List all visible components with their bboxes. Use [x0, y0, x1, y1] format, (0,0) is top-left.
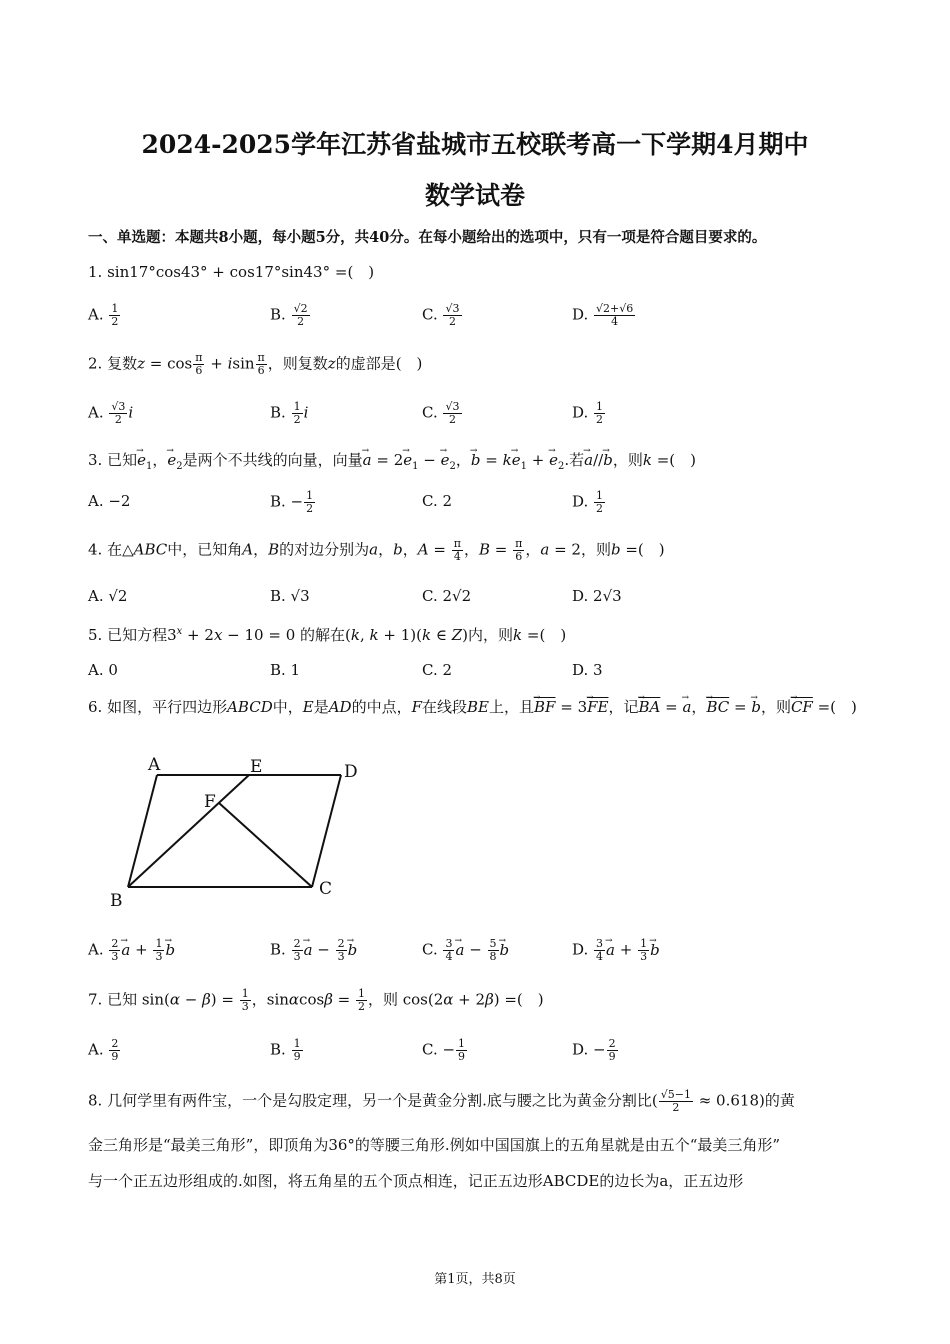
question-4: 4. 在△ABC中，已知角A，B的对边分别为a，b，A = $\frac{\pi}{4}$ ，B = $\frac{\pi}{6}$ ，a = 2，则b =( ): [88, 537, 665, 563]
q2-option-b: B. $\frac{1}{2}$ i: [270, 400, 309, 426]
edge-ab: [128, 775, 157, 887]
q7-option-b: B. $\frac{1}{9}$: [270, 1037, 301, 1063]
q2-option-c: C. $\frac{√3}{2}$: [422, 400, 460, 426]
q5-option-c: C. 2: [422, 661, 453, 679]
q6-option-d: D. $\frac{3}{4}$ → a + $\frac{1}{3}$ → b: [572, 938, 660, 963]
q4-option-a: A. √2: [88, 587, 128, 605]
q2-option-a: A. $\frac{√3}{2}$ i: [88, 400, 134, 426]
q7-option-a: A. $\frac{2}{9}$: [88, 1037, 119, 1063]
label-f: F: [204, 792, 216, 812]
q4-option-d: D. 2√3: [572, 587, 622, 605]
label-e: E: [250, 757, 263, 777]
q4-option-c: C. 2√2: [422, 587, 472, 605]
q5-option-d: D. 3: [572, 661, 603, 679]
q3-option-a: A. −2: [88, 492, 131, 510]
question-3: 3. 已知→ $e_1$，→ $e_2$是两个不共线的向量，向量→ $a = 2\to e_1$ − → $e_2$，→ $b = k\to e_1$ + → $e_2$.若→ a//→ b，则k =( ): [88, 449, 696, 478]
parallelogram-figure: [100, 748, 380, 918]
q7-option-c: C. − $\frac{1}{9}$: [422, 1037, 466, 1063]
question-8-line-1: 8. 几何学里有两件宝，一个是勾股定理，另一个是黄金分割.底与腰之比为黄金分割比( $\frac{√5-1}{2}$ ≈ 0.618)的黄: [88, 1088, 795, 1114]
label-a: A: [148, 755, 161, 775]
q1-option-d: D. $\frac{√2+√6}{4}$: [572, 302, 634, 328]
q5-option-a: A. 0: [88, 661, 118, 679]
segment-cf: [219, 803, 312, 887]
q2-option-d: D. $\frac{1}{2}$: [572, 400, 604, 426]
segment-be: [128, 775, 249, 887]
edge-cd: [312, 775, 341, 887]
q4-option-b: B. √3: [270, 587, 310, 605]
question-6: 6. 如图，平行四边形ABCD中，E是AD的中点，F在线段BE上，且→ $\overline{BF} = 3\to \overline{FE}$，记→ $\overline{BA}$ = → a，→ $\overline{BC}$ = → b，则→ $\overline{CF}$ =( ): [88, 696, 857, 718]
exam-title: 2024-2025学年江苏省盐城市五校联考高一下学期4月期中: [141, 130, 809, 159]
question-5: 5. 已知方程$3^x + 2x - 10 = 0$ 的解在(k, k + 1)(k ∈ Z)内，则k =( ): [88, 626, 567, 644]
q7-option-d: D. − $\frac{2}{9}$: [572, 1037, 616, 1063]
q5-option-b: B. 1: [270, 661, 301, 679]
q1-option-a: A. $\frac{1}{2}$: [88, 302, 119, 328]
q3-option-c: C. 2: [422, 492, 453, 510]
exam-subtitle: 数学试卷: [424, 181, 525, 210]
q3-option-b: B. − $\frac{1}{2}$: [270, 489, 314, 515]
q1-option-b: B. $\frac{√2}{2}$: [270, 302, 308, 328]
question-8-line-3: 与一个正五边形组成的.如图，将五角星的五个顶点相连，记正五边形ABCDE的边长为a，正五边形: [88, 1172, 744, 1190]
label-c: C: [319, 879, 333, 899]
label-b: B: [110, 891, 123, 911]
label-d: D: [344, 762, 358, 782]
q6-option-c: C. $\frac{3}{4}$ → a − $\frac{5}{8}$ → b: [422, 938, 509, 963]
q6-option-a: A. $\frac{2}{3}$ → a + $\frac{1}{3}$ → b: [88, 938, 175, 963]
q6-option-b: B. $\frac{2}{3}$ → a − $\frac{2}{3}$ → b: [270, 938, 357, 963]
page-footer: 第1页，共8页: [434, 1272, 516, 1287]
q1-option-c: C. $\frac{√3}{2}$: [422, 302, 460, 328]
q3-option-d: D. $\frac{1}{2}$: [572, 489, 604, 515]
section-heading: 一、单选题：本题共8小题，每小题5分，共40分。在每小题给出的选项中，只有一项是符合题目要求的。: [88, 229, 767, 246]
question-8-line-2: 金三角形是“最美三角形”，即顶角为36°的等腰三角形.例如中国国旗上的五角星就是由五个“最美三角形”: [88, 1136, 781, 1154]
question-2: 2. 复数z = cos $\frac{\pi}{6}$ + isin $\frac{\pi}{6}$ ，则复数z的虚部是( ): [88, 351, 423, 377]
question-1: 1. sin17°cos43° + cos17°sin43° =( ): [88, 263, 375, 281]
question-7: 7. 已知 sin(α − β) = $\frac{1}{3}$ ，sinαcosβ = $\frac{1}{2}$ ，则 cos(2α + 2β) =( ): [88, 987, 544, 1013]
